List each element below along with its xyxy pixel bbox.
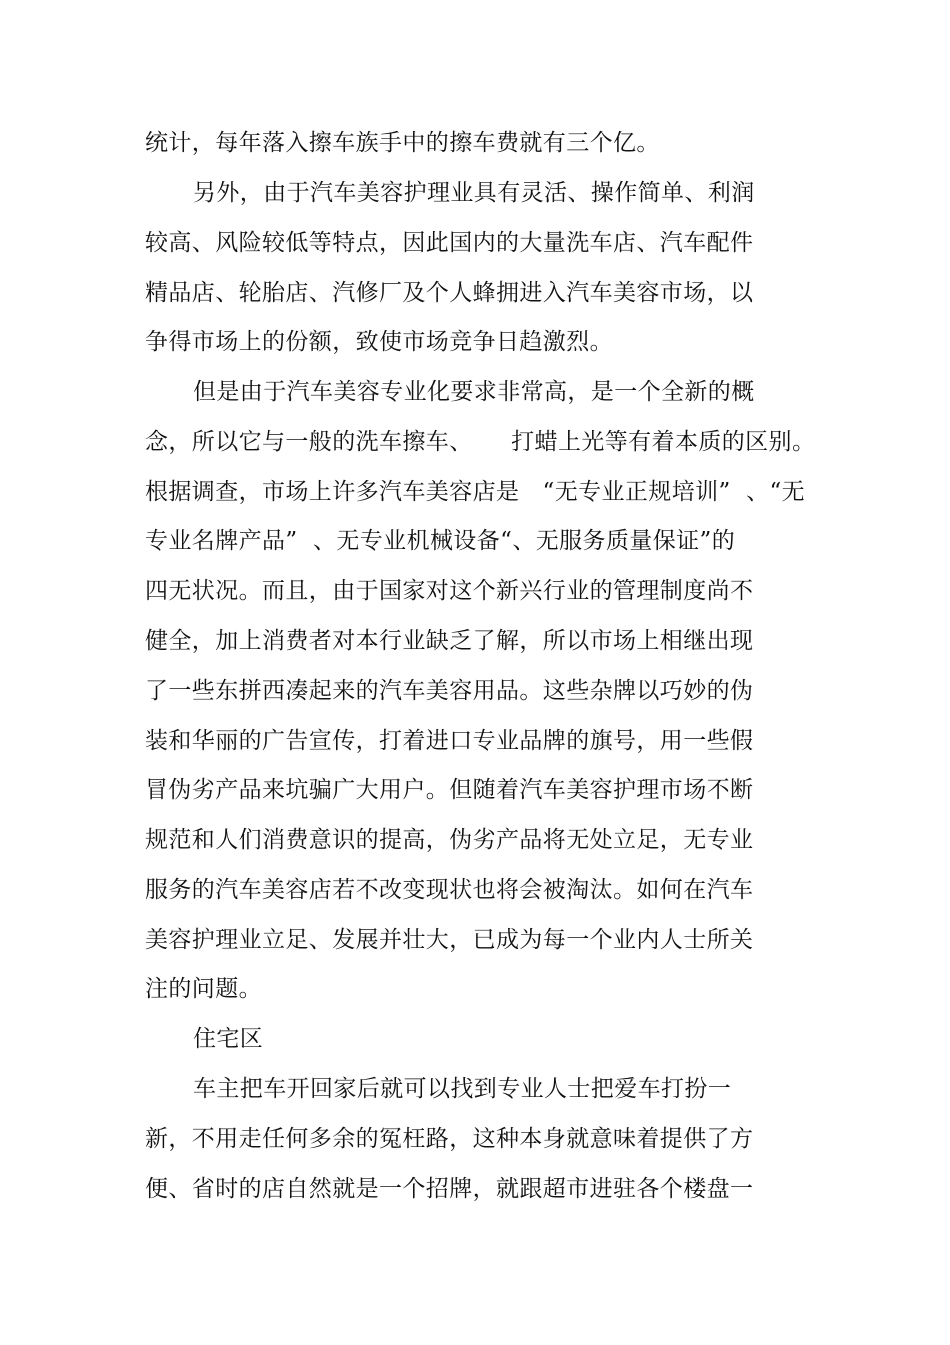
text-line: 统计，每年落入擦车族手中的擦车费就有三个亿。: [145, 130, 660, 156]
text-line: 了一些东拼西凑起来的汽车美容用品。这些杂牌以巧妙的伪: [145, 678, 754, 704]
text-line: 便、省时的店自然就是一个招牌，就跟超市进驻各个楼盘一: [145, 1176, 754, 1202]
text-line: 装和华丽的广告宣传，打着进口专业品牌的旗号，用一些假: [145, 728, 754, 754]
text-line: 根据调查，市场上许多汽车美容店是 “无专业正规培训” 、“无: [145, 479, 806, 505]
text-line: 精品店、轮胎店、汽修厂及个人蜂拥进入汽车美容市场，以: [145, 280, 754, 306]
section-heading: 住宅区: [193, 1026, 264, 1052]
text-line: 健全，加上消费者对本行业缺乏了解，所以市场上相继出现: [145, 628, 754, 654]
text-line: 新，不用走任何多余的冤枉路，这种本身就意味着提供了方: [145, 1126, 754, 1152]
text-line: 较高、风险较低等特点，因此国内的大量洗车店、汽车配件: [145, 230, 754, 256]
text-line: 服务的汽车美容店若不改变现状也将会被淘汰。如何在汽车: [145, 877, 754, 903]
text-line: 冒伪劣产品来坑骗广大用户。但随着汽车美容护理市场不断: [145, 777, 754, 803]
paragraph-start-line: 但是由于汽车美容专业化要求非常高，是一个全新的概: [193, 379, 755, 405]
text-line: 注的问题。: [145, 976, 262, 1002]
paragraph-start-line: 车主把车开回家后就可以找到专业人士把爱车打扮一: [193, 1076, 732, 1102]
text-line: 规范和人们消费意识的提高，伪劣产品将无处立足，无专业: [145, 827, 754, 853]
text-line: 美容护理业立足、发展并壮大，已成为每一个业内人士所关: [145, 927, 754, 953]
text-line: 四无状况。而且，由于国家对这个新兴行业的管理制度尚不: [145, 578, 754, 604]
text-line: 念，所以它与一般的洗车擦车、 打蜡上光等有着本质的区别。: [145, 429, 816, 455]
text-line: 专业名牌产品” 、无专业机械设备“、无服务质量保证”的: [145, 528, 736, 554]
text-line: 争得市场上的份额，致使市场竞争日趋激烈。: [145, 329, 613, 355]
paragraph-start-line: 另外，由于汽车美容护理业具有灵活、操作简单、利润: [193, 180, 755, 206]
